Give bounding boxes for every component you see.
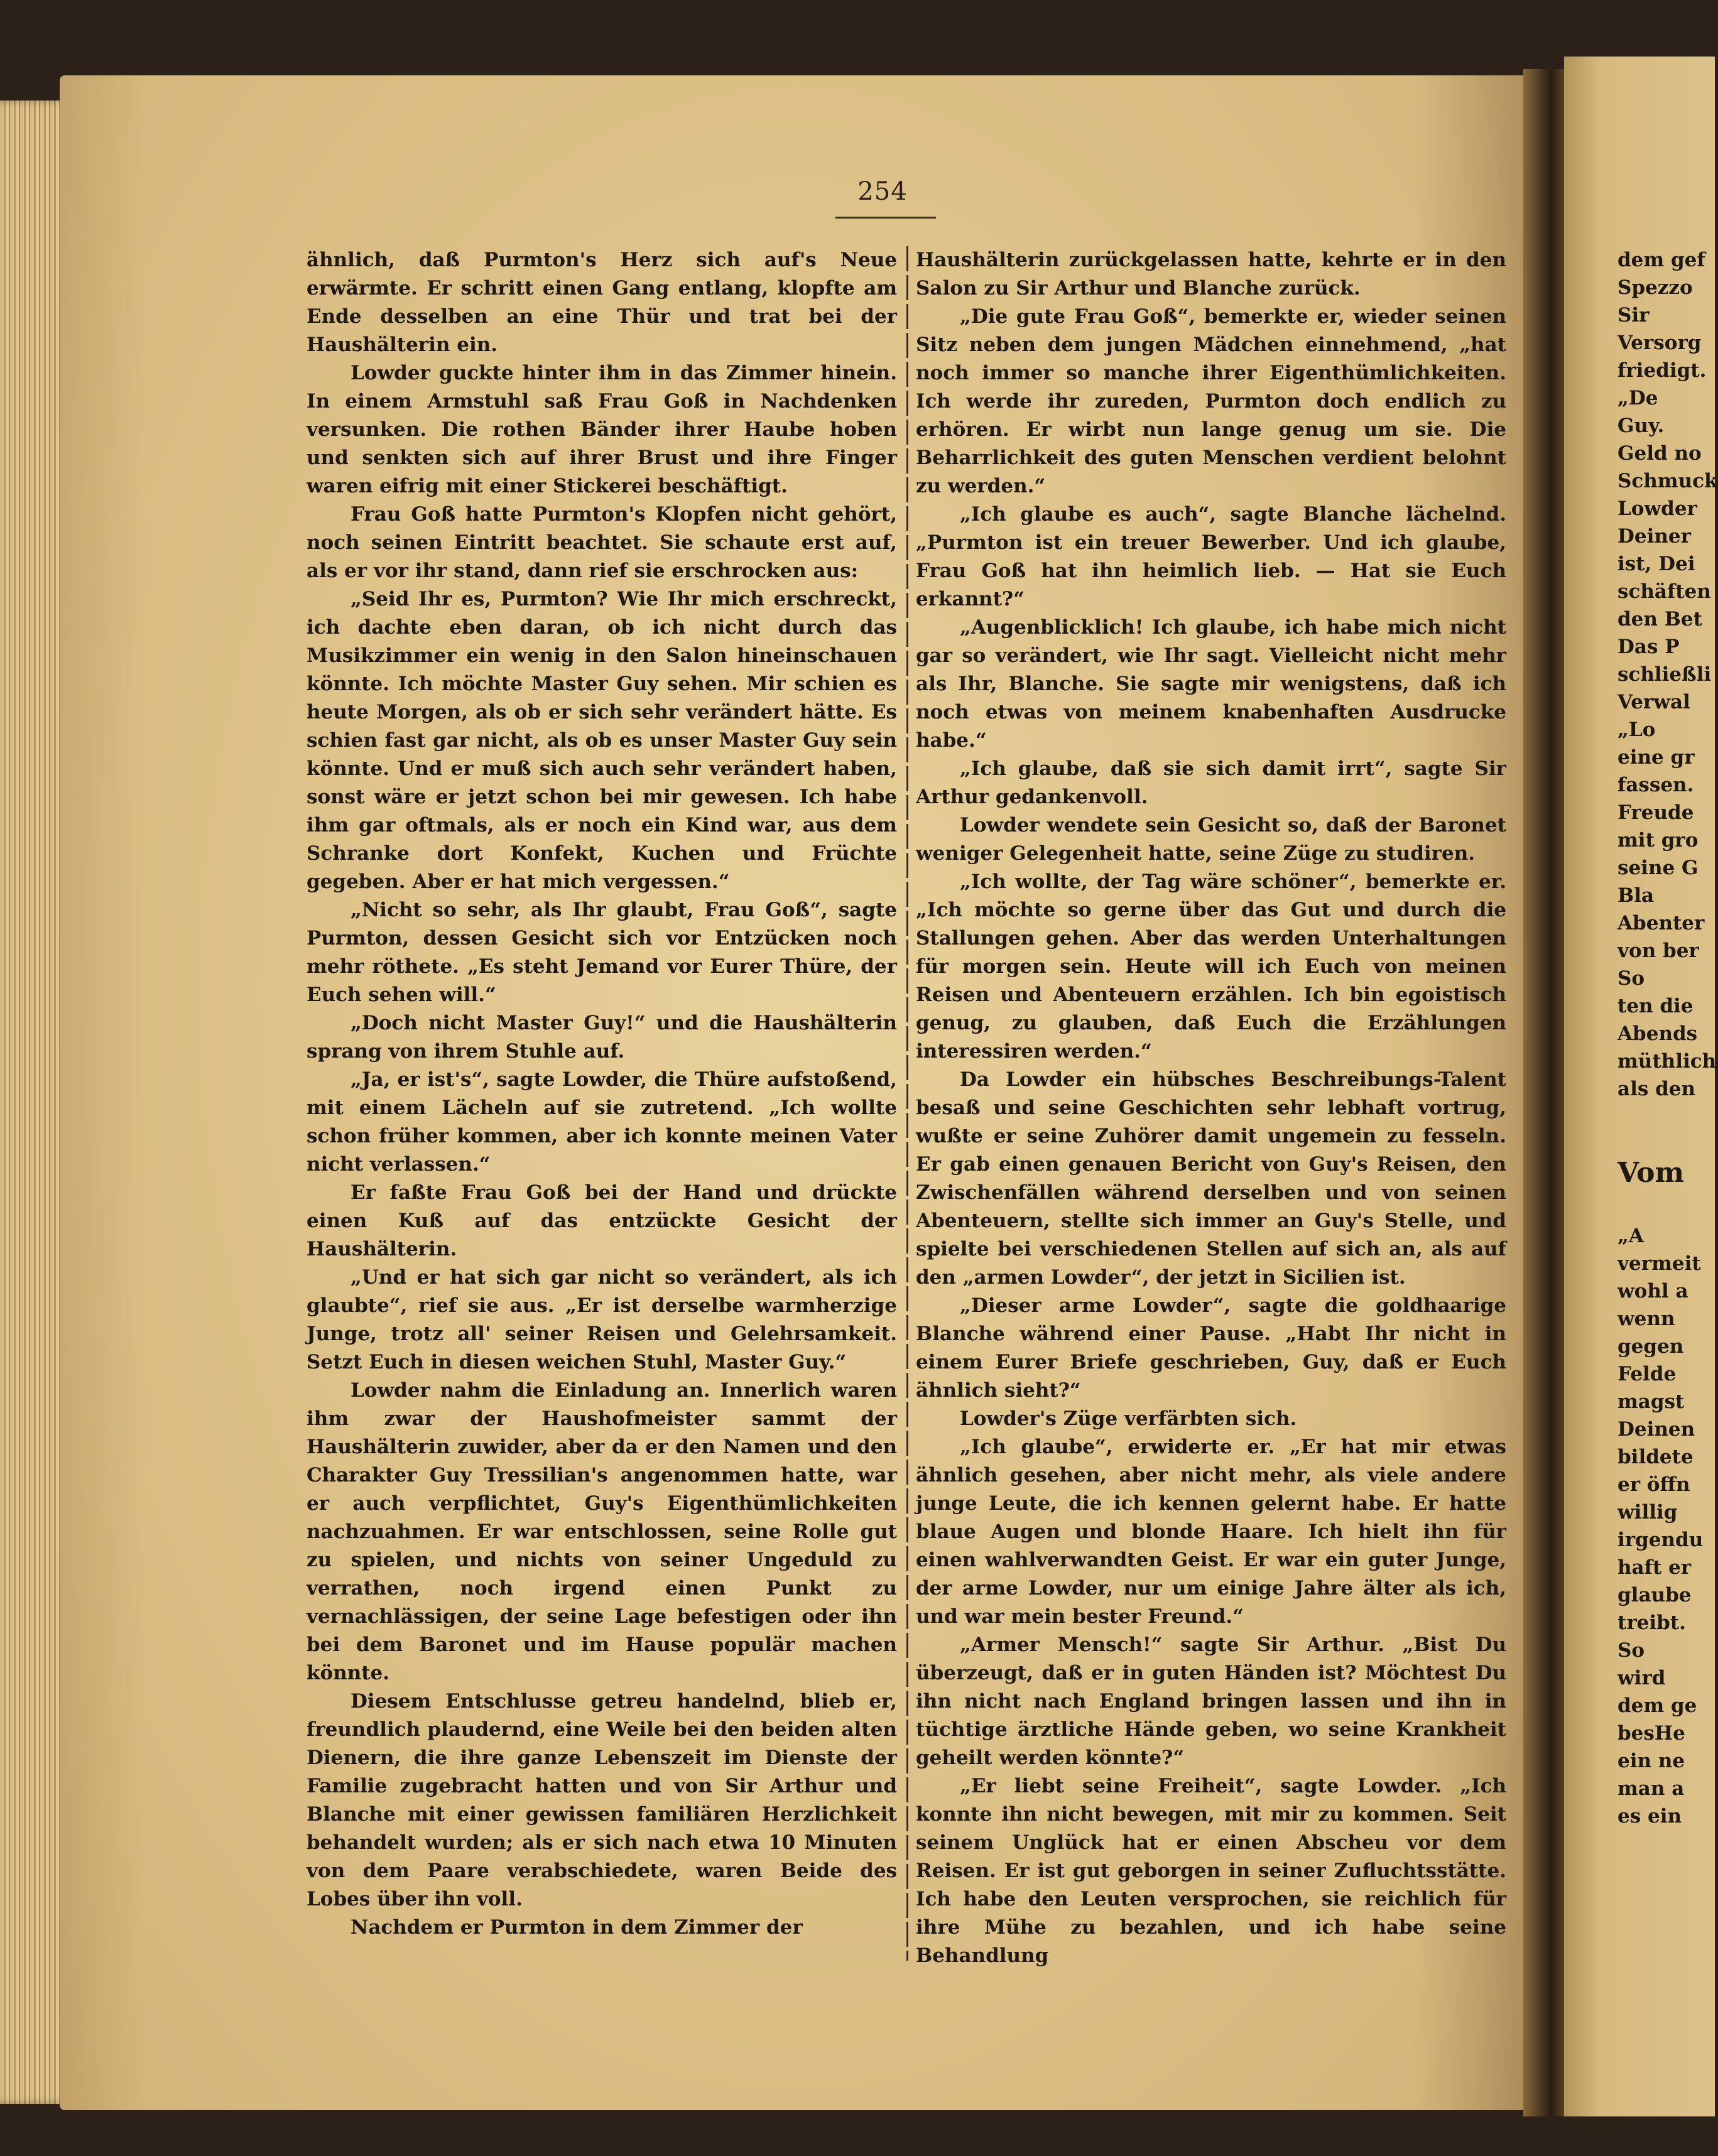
right-page-text-fragments (1617, 246, 1718, 1830)
right-page-line: Deiner (1617, 525, 1691, 548)
middle-column-paragraph: Haushälterin zurückgelassen hatte, kehrte er in den Salon zu Sir Arthur und Blanche zurück. (916, 249, 1506, 300)
right-page-line: „A (1617, 1225, 1644, 1247)
left-column-paragraph: „Doch nicht Master Guy!“ und die Haushälterin sprang von ihrem Stuhle auf. (307, 1012, 897, 1063)
left-column-paragraph: Frau Goß hatte Purmton's Klopfen nicht gehört, noch seinen Eintritt beachtet. Sie schaute erst auf, als er vor ihr stand, dann rief sie erschrocken aus: (307, 503, 897, 582)
middle-column-paragraph: Da Lowder ein hübsches Beschreibungs-Talent besaß und seine Geschichten sehr lebhaft vortrug, wußte er seine Zuhörer damit ungemein zu fesseln. Er gab einen genauen Bericht von Guy's Reisen, den Zwischenfällen während derselben und von seinen Abenteuern, stellte sich immer an Guy's Stelle, und spielte bei verschiedenen Stellen auf sich an, als auf den „armen Lowder“, der jetzt in Sicilien ist. (916, 1068, 1506, 1289)
right-page-line: Versorg (1617, 332, 1702, 354)
right-page-line: So (1617, 967, 1645, 990)
right-page-line: „Lo (1617, 718, 1656, 741)
left-column-paragraph: Nachdem er Purmton in dem Zimmer der (351, 1916, 803, 1939)
middle-column-paragraph: „Armer Mensch!“ sagte Sir Arthur. „Bist Du überzeugt, daß er in guten Händen ist? Möchtest Du ihn nicht nach England bringen lassen und ihn in tüchtige ärztliche Hände geben, wo seine Krankheit geheilt werden könnte?“ (916, 1633, 1506, 1769)
right-page-line: ist, Dei (1617, 553, 1695, 575)
left-column-paragraph: „Und er hat sich gar nicht so verändert, als ich glaubte“, rief sie aus. „Er ist derselbe warmherzige Junge, trotz all' seiner Reisen und Gelehrsamkeit. Setzt Euch in diesen weichen Stuhl, Master Guy.“ (307, 1266, 897, 1373)
middle-column-paragraph: „Ich glaube“, erwiderte er. „Er hat mir etwas ähnlich gesehen, aber nicht mehr, als viele andere junge Leute, die ich kennen gelernt habe. Er hatte blaue Augen und blonde Haare. Ich hielt ihn für einen wahlverwandten Geist. Er war ein guter Junge, der arme Lowder, nur um einige Jahre älter als ich, und war mein bester Freund.“ (916, 1436, 1506, 1628)
right-page-line: von ber (1617, 940, 1699, 962)
right-page-line: Schmuck (1617, 470, 1718, 492)
right-page-line: Sir (1617, 304, 1650, 327)
right-page-line: seine G (1617, 857, 1699, 879)
right-page-line: treibt. (1617, 1612, 1686, 1634)
right-page-line: Deinen (1617, 1418, 1695, 1441)
right-page-line: friedigt. (1617, 359, 1707, 382)
right-page-line: dem ge (1617, 1694, 1697, 1717)
right-page-line: Abends (1617, 1022, 1698, 1045)
left-column-paragraph: ähnlich, daß Purmton's Herz sich auf's Neue erwärmte. Er schritt einen Gang entlang, klopfte am Ende desselben an eine Thür und trat bei der Haushälterin ein. (307, 249, 897, 356)
right-page-line: wenn (1617, 1308, 1675, 1330)
right-page-line: fassen. (1617, 774, 1694, 796)
middle-column-paragraph: „Augenblicklich! Ich glaube, ich habe mich nicht gar so verändert, wie Ihr sagt. Vielleicht nicht mehr als Ihr, Blanche. Sie sagte mir wenigstens, daß ich noch etwas von meinem knabenhaften Ausdrucke habe.“ (916, 616, 1506, 752)
right-page-line: ein ne (1617, 1750, 1685, 1772)
right-page-line: Freude (1617, 801, 1694, 824)
right-page-heading: Vom (1617, 1157, 1685, 1189)
right-page-line: haft er (1617, 1556, 1692, 1579)
middle-column-paragraph: „Ich glaube, daß sie sich damit irrt“, sagte Sir Arthur gedankenvoll. (916, 757, 1506, 808)
right-page-line: Lowder (1617, 497, 1697, 520)
right-page-line: den Bet (1617, 608, 1702, 631)
right-page-line: besHe (1617, 1722, 1685, 1745)
right-page-line: Verwal (1617, 691, 1690, 713)
right-page-line: wohl a (1617, 1280, 1688, 1303)
right-page-line: glaube (1617, 1584, 1692, 1606)
left-column-paragraph: „Ja, er ist's“, sagte Lowder, die Thüre aufstoßend, mit einem Lächeln auf sie zutretend. „Ich wollte schon früher kommen, aber ich konnte meinen Vater nicht verlassen.“ (307, 1068, 897, 1176)
right-page-line: gegen (1617, 1335, 1684, 1358)
right-page-line: vermeit (1617, 1252, 1701, 1275)
right-page-line: magst (1617, 1390, 1685, 1413)
right-page-line: Abenter (1617, 912, 1705, 934)
right-page-line: Bla (1617, 884, 1655, 907)
right-page-line: Das P (1617, 636, 1680, 658)
right-page-line: So (1617, 1639, 1645, 1662)
right-page-line: bildete (1617, 1446, 1694, 1468)
middle-column-paragraph: „Die gute Frau Goß“, bemerkte er, wieder seinen Sitz neben dem jungen Mädchen einnehmend, „hat noch immer so manche ihrer Eigenthümlichkeiten. Ich werde ihr zureden, Purmton doch endlich zu erhören. Er wirbt nun lange genug um sie. Die Beharrlichkeit des guten Menschen verdient belohnt zu werden.“ (916, 305, 1506, 497)
middle-column-paragraph: „Ich glaube es auch“, sagte Blanche lächelnd. „Purmton ist ein treuer Bewerber. Und ich glaube, Frau Goß hat ihn heimlich lieb. — Hat sie Euch erkannt?“ (916, 503, 1506, 610)
right-page-line: mit gro (1617, 829, 1699, 852)
right-page-line: er öffn (1617, 1473, 1690, 1496)
left-text-column (307, 246, 897, 1942)
middle-column-paragraph: „Ich wollte, der Tag wäre schöner“, bemerkte er. „Ich möchte so gerne über das Gut und durch die Stallungen gehen. Aber das werden Unterhaltungen für morgen sein. Heute will ich Euch von meinen Reisen und Abenteuern erzählen. Ich bin egoistisch genug, zu glauben, daß Euch die Erzählungen interessiren werden.“ (916, 870, 1506, 1063)
middle-text-column (916, 246, 1506, 1970)
right-page-line: man a (1617, 1777, 1685, 1800)
left-column-paragraph: Diesem Entschlusse getreu handelnd, blieb er, freundlich plaudernd, eine Weile bei den beiden alten Dienern, die ihre ganze Lebenszeit im Dienste der Familie zugebracht hatten und von Sir Arthur und Blanche mit einer gewissen familiären Herzlichkeit behandelt wurden; als er sich nach etwa 10 Minuten von dem Paare verabschiedete, waren Beide des Lobes über ihn voll. (307, 1690, 897, 1910)
left-column-paragraph: Lowder nahm die Einladung an. Innerlich waren ihm zwar der Haushofmeister sammt der Haushälterin zuwider, aber da er den Namen und den Charakter Guy Tressilian's angenommen hatte, war er auch verpflichtet, Guy's Eigenthümlichkeiten nachzuahmen. Er war entschlossen, seine Rolle gut zu spielen, und nichts von seiner Ungeduld zu verrathen, noch irgend einen Punkt zu vernachlässigen, der seine Lage befestigen oder ihn bei dem Baronet und im Hause populär machen könnte. (307, 1379, 897, 1684)
right-page-line: Guy. (1617, 414, 1665, 437)
left-column-paragraph: „Nicht so sehr, als Ihr glaubt, Frau Goß“, sagte Purmton, dessen Gesicht sich vor Entzücken noch mehr röthete. „Es steht Jemand vor Eurer Thüre, der Euch sehen will.“ (307, 899, 897, 1006)
right-page-line: ten die (1617, 995, 1694, 1017)
right-page-line: Spezzo (1617, 276, 1693, 299)
page-number: 254 (857, 177, 908, 206)
right-page-line: dem gef (1617, 249, 1705, 271)
middle-column-paragraph: Lowder's Züge verfärbten sich. (960, 1407, 1297, 1430)
left-column-paragraph: Lowder guckte hinter ihm in das Zimmer hinein. In einem Armstuhl saß Frau Goß in Nachdenken versunken. Die rothen Bänder ihrer Haube hoben und senkten sich auf ihrer Brust und ihre Finger waren eifrig mit einer Stickerei beschäftigt. (307, 362, 897, 497)
right-page-line: wird (1617, 1667, 1666, 1689)
middle-column-paragraph: Lowder wendete sein Gesicht so, daß der Baronet weniger Gelegenheit hatte, seine Züge zu studiren. (916, 814, 1506, 865)
page-number-rule (835, 217, 936, 219)
right-page-line: „De (1617, 387, 1658, 409)
right-page-line: willig (1617, 1501, 1678, 1524)
left-column-paragraph: Er faßte Frau Goß bei der Hand und drückte einen Kuß auf das entzückte Gesicht der Haushälterin. (307, 1181, 897, 1260)
middle-column-paragraph: „Dieser arme Lowder“, sagte die goldhaarige Blanche während einer Pause. „Habt Ihr nicht in einem Eurer Briefe geschrieben, Guy, daß er Euch ähnlich sieht?“ (916, 1294, 1506, 1402)
right-page-line: eine gr (1617, 746, 1695, 769)
right-page-line: schließli (1617, 663, 1712, 686)
column-divider (906, 246, 908, 1961)
right-page-line: es ein (1617, 1805, 1682, 1828)
right-page-line: Felde (1617, 1363, 1677, 1385)
right-page-line: als den (1617, 1078, 1696, 1100)
right-page-line: schäften (1617, 580, 1711, 603)
right-page-line: Geld no (1617, 442, 1702, 465)
left-column-paragraph: „Seid Ihr es, Purmton? Wie Ihr mich erschreckt, ich dachte eben daran, ob ich nicht durch das Musikzimmer ein wenig in den Salon hineinschauen könnte. Ich möchte Master Guy sehen. Mir schien es heute Morgen, als ob er sich sehr verändert hätte. Es schien fast gar nicht, als ob es unser Master Guy sein könnte. Und er muß sich auch sehr verändert haben, sonst wäre er jetzt schon bei mir gewesen. Ich habe ihm gar oftmals, als er noch ein Kind war, aus dem Schranke dort Konfekt, Kuchen und Früchte gegeben. Aber er hat mich vergessen.“ (307, 588, 897, 893)
right-page-line: irgendu (1617, 1529, 1704, 1551)
right-page-line: müthlich (1617, 1050, 1717, 1073)
middle-column-paragraph: „Er liebt seine Freiheit“, sagte Lowder. „Ich konnte ihn nicht bewegen, mit mir zu kommen. Seit seinem Unglück hat er einen Abscheu vor dem Reisen. Er ist gut geborgen in seiner Zufluchtsstätte. Ich habe den Leuten versprochen, sie reichlich für ihre Mühe zu bezahlen, und ich habe seine Behandlung (916, 1775, 1506, 1967)
